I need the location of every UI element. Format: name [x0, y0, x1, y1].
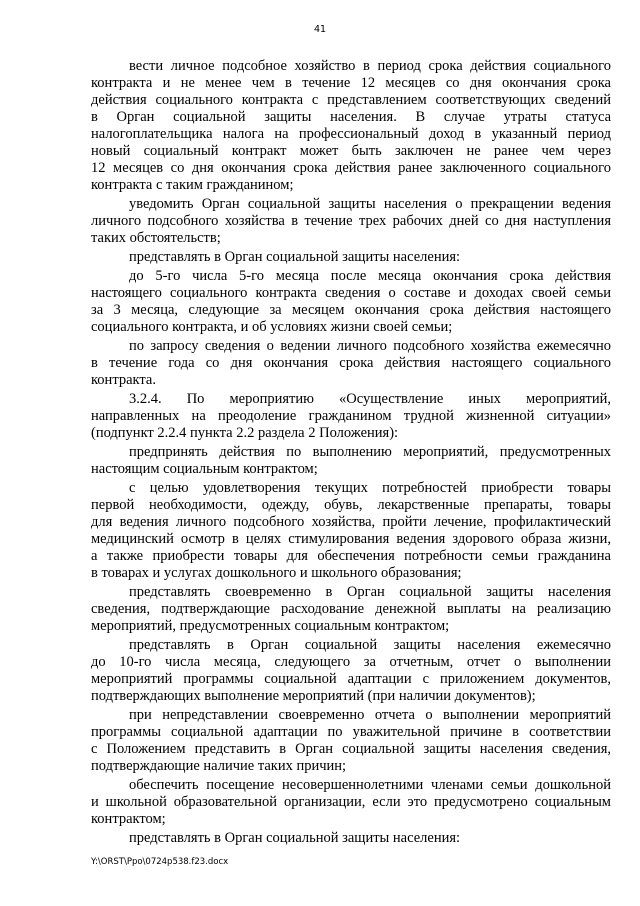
text-line: за 3 месяца, следующие за месяцем окончания срока действия настоящего	[91, 302, 611, 318]
text-line: для ведения личного подсобного хозяйства, пройти лечение, профилактический	[91, 514, 611, 530]
text-line: налогоплательщика налога на профессиональный доход в указанный период	[91, 126, 611, 142]
text-line: 3.2.4. По мероприятию «Осуществление иных мероприятий,	[129, 391, 611, 407]
text-line: в Орган социальной защиты населения. В случае утраты статуса	[91, 109, 611, 125]
text-line: личного подсобного хозяйства в течение трех рабочих дней со дня наступления	[91, 213, 611, 229]
text-line: обеспечить посещение несовершеннолетними членами семьи дошкольной	[129, 777, 611, 793]
text-line: по запросу сведения о ведении личного подсобного хозяйства ежемесячно	[129, 338, 611, 354]
text-line: в течение года со дня окончания срока действия настоящего социального	[91, 355, 611, 371]
text-line: социального контракта, и об условиях жизни своей семьи;	[91, 319, 453, 335]
footer-file-path: Y:\ORST\Ppo\0724p538.f23.docx	[91, 857, 229, 867]
text-line: до 5-го числа 5-го месяца после месяца окончания срока действия	[129, 268, 611, 284]
text-line: вести личное подсобное хозяйство в период срока действия социального	[129, 58, 611, 74]
text-line: контракта с таким гражданином;	[91, 177, 294, 193]
text-line: при непредставлении своевременно отчета о выполнении мероприятий	[129, 707, 611, 723]
text-line: медицинский осмотр в целях стимулирования ведения здорового образа жизни,	[91, 531, 611, 547]
text-line: 12 месяцев со дня окончания срока действия ранее заключенного социального	[91, 160, 611, 176]
text-line: контракта и не менее чем в течение 12 месяцев со дня окончания срока	[91, 75, 611, 91]
text-line: представлять в Орган социальной защиты населения:	[129, 249, 461, 265]
text-line: контрактом;	[91, 811, 166, 827]
text-line: таких обстоятельств;	[91, 230, 221, 246]
text-line: мероприятий, предусмотренных социальным контрактом;	[91, 618, 450, 634]
text-line: до 10-го числа месяца, следующего за отчетным, отчет о выполнении	[91, 654, 611, 670]
text-line: мероприятий программы социальной адаптации с приложением документов,	[91, 671, 611, 687]
text-line: с Положением представить в Орган социальной защиты населения сведения,	[91, 741, 611, 757]
text-line: настоящего социального контракта сведения о составе и доходах своей семьи	[91, 285, 611, 301]
page-number: 41	[313, 24, 327, 35]
text-line: действия социального контракта с представлением соответствующих сведений	[91, 92, 611, 108]
text-line: первой необходимости, одежду, обувь, лекарственные препараты, товары	[91, 497, 611, 513]
text-line: с целью удовлетворения текущих потребностей приобрести товары	[129, 480, 611, 496]
text-line: контракта.	[91, 372, 156, 388]
text-line: подтверждающие наличие таких причин;	[91, 758, 347, 774]
text-line: представлять своевременно в Орган социальной защиты населения	[129, 584, 611, 600]
text-line: подтверждающих выполнение мероприятий (при наличии документов);	[91, 688, 536, 704]
text-line: представлять в Орган социальной защиты населения ежемесячно	[129, 637, 611, 653]
text-line: представлять в Орган социальной защиты населения:	[129, 830, 461, 846]
text-line: сведения, подтверждающие расходование денежной выплаты на реализацию	[91, 601, 611, 617]
text-line: уведомить Орган социальной защиты населения о прекращении ведения	[129, 196, 611, 212]
text-line: и школьной образовательной организации, если это предусмотрено социальным	[91, 794, 611, 810]
text-line: направленных на преодоление гражданином трудной жизненной ситуации»	[91, 408, 611, 424]
text-line: предпринять действия по выполнению мероприятий, предусмотренных	[129, 444, 611, 460]
text-line: (подпункт 2.2.4 пункта 2.2 раздела 2 Положения):	[91, 425, 399, 441]
text-line: настоящим социальным контрактом;	[91, 461, 318, 477]
text-line: программы социальной адаптации по уважительной причине в соответствии	[91, 724, 611, 740]
text-line: а также приобрести товары для обеспечения потребности семьи гражданина	[91, 548, 611, 564]
text-line: новый социальный контракт может быть заключен не ранее чем через	[91, 143, 611, 159]
text-line: в товарах и услугах дошкольного и школьного образования;	[91, 565, 462, 581]
